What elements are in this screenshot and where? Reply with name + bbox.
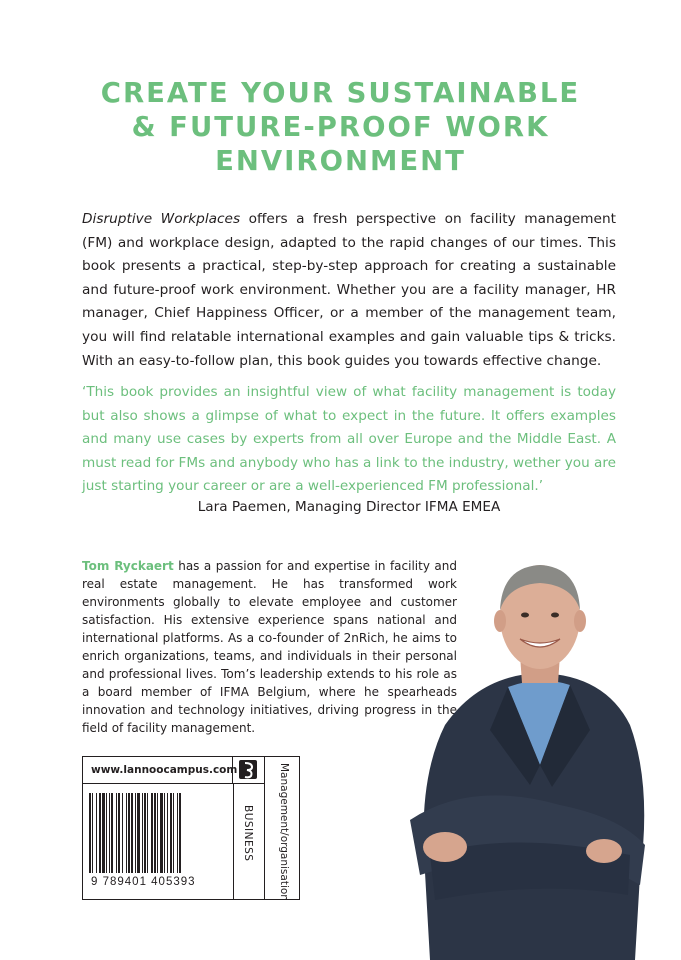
book-title: Disruptive Workplaces	[82, 211, 241, 227]
barcode-bar	[173, 793, 174, 873]
endorsement-quote: ‘This book provides an insightful view of what facility management is today but also shows a glimpse of what to expect in the future. It offers examples and many use cases by experts from all over Europe and the Middle East. A must read for FMs and anybody who has a link to the industry, wether you are just starting your career or are a well-experienced FM professional.’	[82, 384, 616, 495]
barcode-bar	[160, 793, 163, 873]
barcode-bar	[144, 793, 146, 873]
author-portrait	[390, 555, 681, 960]
barcode-bar	[111, 793, 113, 873]
barcode-bar	[131, 793, 133, 873]
barcode-bar	[137, 793, 140, 873]
barcode-bar	[118, 793, 120, 873]
intro-body: offers a fresh perspective on facility management (FM) and workplace design, adapted to the rapid changes of our times. This book presents a practical, step-by-step approach for creating a sustainable and future-proof work environment. Whether you are a facility manager, HR manager, Chief Happiness Officer, or a member of the management team, you will find relatable international examples and gain valuable tips & tricks. With an easy-to-follow plan, this book guides you towards effective change.	[82, 211, 616, 369]
isbn-number: 9 789401 405393	[91, 876, 196, 888]
author-bio-text: has a passion for and expertise in facility and real estate management. He has transformed work environments globally to elevate employee and customer satisfaction. His extensive experience spans national and international platforms. As a co-founder of 2nRich, he aims to enrich organizations, teams, and individuals in their personal and professional lives. Tom’s leadership extends to his role as a board member of IFMA Belgium, where he spearheads innovation and technology initiatives, driving progress in the field of facility management.	[82, 559, 457, 735]
barcode-bar	[128, 793, 130, 873]
barcode-bar	[147, 793, 148, 873]
barcode-bar	[179, 793, 181, 873]
barcode-bar	[89, 793, 91, 873]
barcode-bar	[170, 793, 172, 873]
imprint-box	[82, 756, 300, 900]
intro-paragraph	[82, 208, 616, 373]
barcode-bar	[157, 793, 158, 873]
barcode-bar	[102, 793, 105, 873]
publisher-logo	[233, 757, 265, 784]
barcode	[89, 793, 229, 873]
barcode-bar	[167, 793, 168, 873]
barcode-bar	[99, 793, 101, 873]
barcode-bar	[151, 793, 153, 873]
barcode-bar	[177, 793, 178, 873]
barcode-bar	[92, 793, 93, 873]
barcode-bar	[109, 793, 110, 873]
category-label: Management/organisation	[278, 763, 290, 901]
barcode-bar	[126, 793, 127, 873]
headline-line-1: CREATE YOUR SUSTAINABLE	[100, 77, 581, 109]
barcode-bar	[96, 793, 97, 873]
barcode-bar	[154, 793, 156, 873]
imprint-divider-inner	[233, 784, 234, 899]
barcode-bar	[116, 793, 117, 873]
headline-line-2: & FUTURE-PROOF WORK	[131, 111, 550, 143]
author-name: Tom Ryckaert	[82, 559, 174, 573]
headline-line-3: ENVIRONMENT	[215, 145, 466, 177]
imprint-divider	[264, 757, 265, 899]
barcode-bar	[122, 793, 123, 873]
barcode-bar	[106, 793, 107, 873]
section-label: BUSINESS	[242, 805, 254, 862]
barcode-bar	[135, 793, 136, 873]
barcode-bar	[164, 793, 165, 873]
publisher-logo-icon	[233, 757, 263, 782]
quote-attribution: Lara Paemen, Managing Director IFMA EMEA	[197, 499, 501, 515]
cover-headline	[40, 76, 641, 178]
barcode-bar	[142, 793, 143, 873]
publisher-website: www.lannoocampus.com	[83, 757, 233, 784]
